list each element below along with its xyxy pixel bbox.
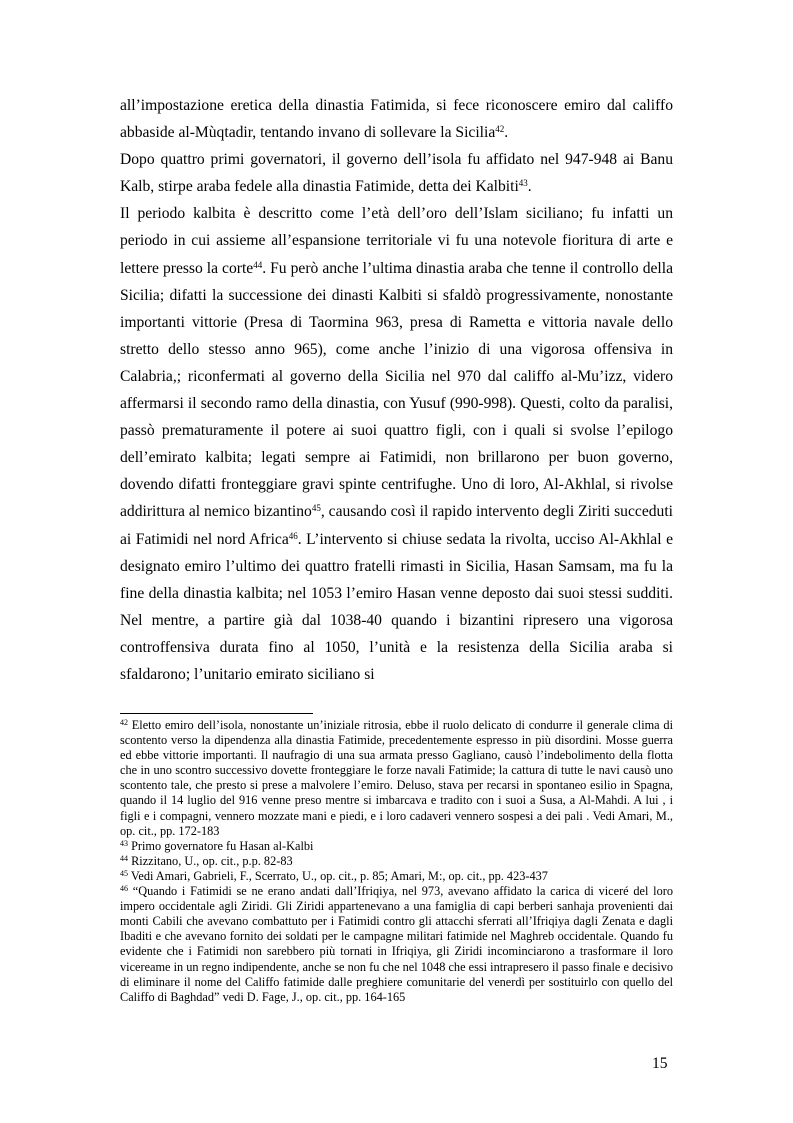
footnote-number: 46	[120, 884, 128, 894]
footnote-ref[interactable]: 45	[311, 503, 321, 514]
footnote-ref[interactable]: 43	[518, 178, 528, 189]
body-text	[120, 92, 673, 688]
paragraph-text: all’impostazione eretica della dinastia Fatimida, si fece riconoscere emiro dal califfo abbaside al-Mùqtadir, tentando invano di sollevare la Sicilia	[120, 97, 673, 142]
paragraph-2: Dopo quattro primi governatori, il governo dell’isola fu affidato nel 947-948 ai Banu Kalb, stirpe araba fedele alla dinastia Fatimide, detta dei Kalbiti$^{43}$.	[120, 151, 673, 196]
footnote-ref[interactable]: 44	[253, 259, 263, 270]
footnote-number: 44	[120, 853, 128, 863]
paragraph-text: Il periodo kalbita è descritto come l’età dell’oro dell’Islam siciliano; fu infatti un periodo in cui assieme all’espansione territoriale vi fu una notevole fioritura di arte e lettere presso la corte	[120, 205, 673, 277]
footnote-separator	[120, 713, 313, 714]
footnote	[120, 869, 673, 884]
footnote-ref[interactable]: 42	[495, 124, 505, 135]
page-number: 15	[652, 1055, 668, 1072]
paragraph-text: , causando così il rapido intervento degli Ziriti succeduti ai Fatimidi nel nord Africa	[120, 503, 674, 548]
paragraph-text: . L’intervento si chiuse sedata la rivolta, ucciso Al-Akhlal e designato emiro l’ultimo dei quattro fratelli rimasti in Sicilia, Hasan Samsam, ma fu la fine della dinastia kalbita; nel 1053 l’emiro Hasan venne deposto dai suoi stessi sudditi. Nel mentre, a partire già dal 1038-40 quando i bizantini ripresero una vigorosa controffensiva durata fino al 1050, l’unità e la resistenza della Sicilia araba si sfaldarono; l’unitario emirato siciliano si	[120, 530, 673, 683]
footnote	[120, 839, 673, 854]
footnotes	[120, 718, 673, 1005]
footnote-text: Eletto emiro dell’isola, nonostante un’iniziale ritrosia, ebbe il ruolo delicato di condurre il generale clima di scontento verso la dipendenza alla dinastia Fatimide, precedentemente espresso in più disordini. Mosse guerra ed ebbe vittorie importanti. Il naufragio di una sua armata presso Gagliano, causò l’indebolimento della flotta che in uno scontro successivo dovette fronteggiare le forze navali Fatimide; la cattura di tutte le navi causò uno scontento tale, che presto si prese a malvolere l’emiro. Deluso, stava per recarsi in spontaneo esilio in Spagna, quando il 14 luglio del 916 venne preso mentre si imbarcava e tradito con i suoi a Susa, a Al-Mahdi. A lui , i figli e i compagni, vennero mozzate mani e piedi, e i loro cadaveri vennero sospesi a dei pali . Vedi Amari, M., op. cit., pp. 172-183	[120, 718, 673, 838]
footnote-text: Rizzitano, U., op. cit., p.p. 82-83	[128, 853, 293, 868]
paragraph-1: all’impostazione eretica della dinastia Fatimida, si fece riconoscere emiro dal califfo abbaside al-Mùqtadir, tentando invano di sollevare la Sicilia$^{42}$.	[120, 97, 673, 142]
paragraph-text: . Fu però anche l’ultima dinastia araba che tenne il controllo della Sicilia; difatti la successione dei dinasti Kalbiti si sfaldò progressivamente, nonostante importanti vittorie (Presa di Taormina 963, presa di Rametta e vittoria navale dello stretto dello stesso anno 965), come anche l’inizio di una vigorosa offensiva in Calabria,; riconfermati al governo della Sicilia nel 970 dal califfo al-Mu’izz, videro affermarsi il secondo ramo della dinastia, con Yusuf (990-998). Questi, colto da paralisi, passò prematuramente il potere ai suoi quattro figli, con i quali si svolse l’epilogo dell’emirato kalbita; legati sempre ai Fatimidi, non brillarono per buon governo, dovendo difatti fronteggiare gravi spinte centrifughe. Uno di loro, Al-Akhlal, si rivolse addirittura al nemico bizantino	[120, 259, 673, 521]
footnote	[120, 884, 673, 1005]
footnote	[120, 854, 673, 869]
footnote-number: 42	[120, 718, 128, 727]
footnote-text: Primo governatore fu Hasan al-Kalbi	[128, 838, 314, 853]
footnote-ref[interactable]: 46	[288, 530, 298, 541]
footnote-number: 43	[120, 838, 128, 848]
footnote	[120, 718, 673, 839]
paragraph-3	[120, 200, 673, 688]
footnote-text: “Quando i Fatimidi se ne erano andati dall’Ifriqiya, nel 973, avevano affidato la carica di viceré del loro impero occidentale agli Ziridi. Gli Ziridi appartenevano a una famiglia di capi berberi sanhaja provenienti dai monti Cabili che avevano combattuto per i Fatimidi contro gli attacchi sferrati all’Ifriqiya dagli Zenata e dagli Ibaditi e che avevano fornito dei soldati per le campagne militari fatimide nel Maghreb occidentale. Quando fu evidente che i Fatimidi non sarebbero più tornati in Ifriqiya, gli Ziridi incominciarono a trasformare il loro vicereame in un regno indipendente, anche se non fu che nel 1048 che essi intrapresero il passo finale e decisivo di eliminare il nome del Califfo fatimide dalle preghiere comunitarie del venerdì per sostituirlo con quello del Califfo di Baghdad” vedi D. Fage, J., op. cit., pp. 164-165	[120, 884, 673, 1004]
footnote-number: 45	[120, 868, 128, 878]
footnote-text: Vedi Amari, Gabrieli, F., Scerrato, U., op. cit., p. 85; Amari, M:, op. cit., pp. 423-437	[128, 868, 548, 883]
paragraph-text: Dopo quattro primi governatori, il governo dell’isola fu affidato nel 947-948 ai Banu Kalb, stirpe araba fedele alla dinastia Fatimide, detta dei Kalbiti	[120, 151, 673, 196]
